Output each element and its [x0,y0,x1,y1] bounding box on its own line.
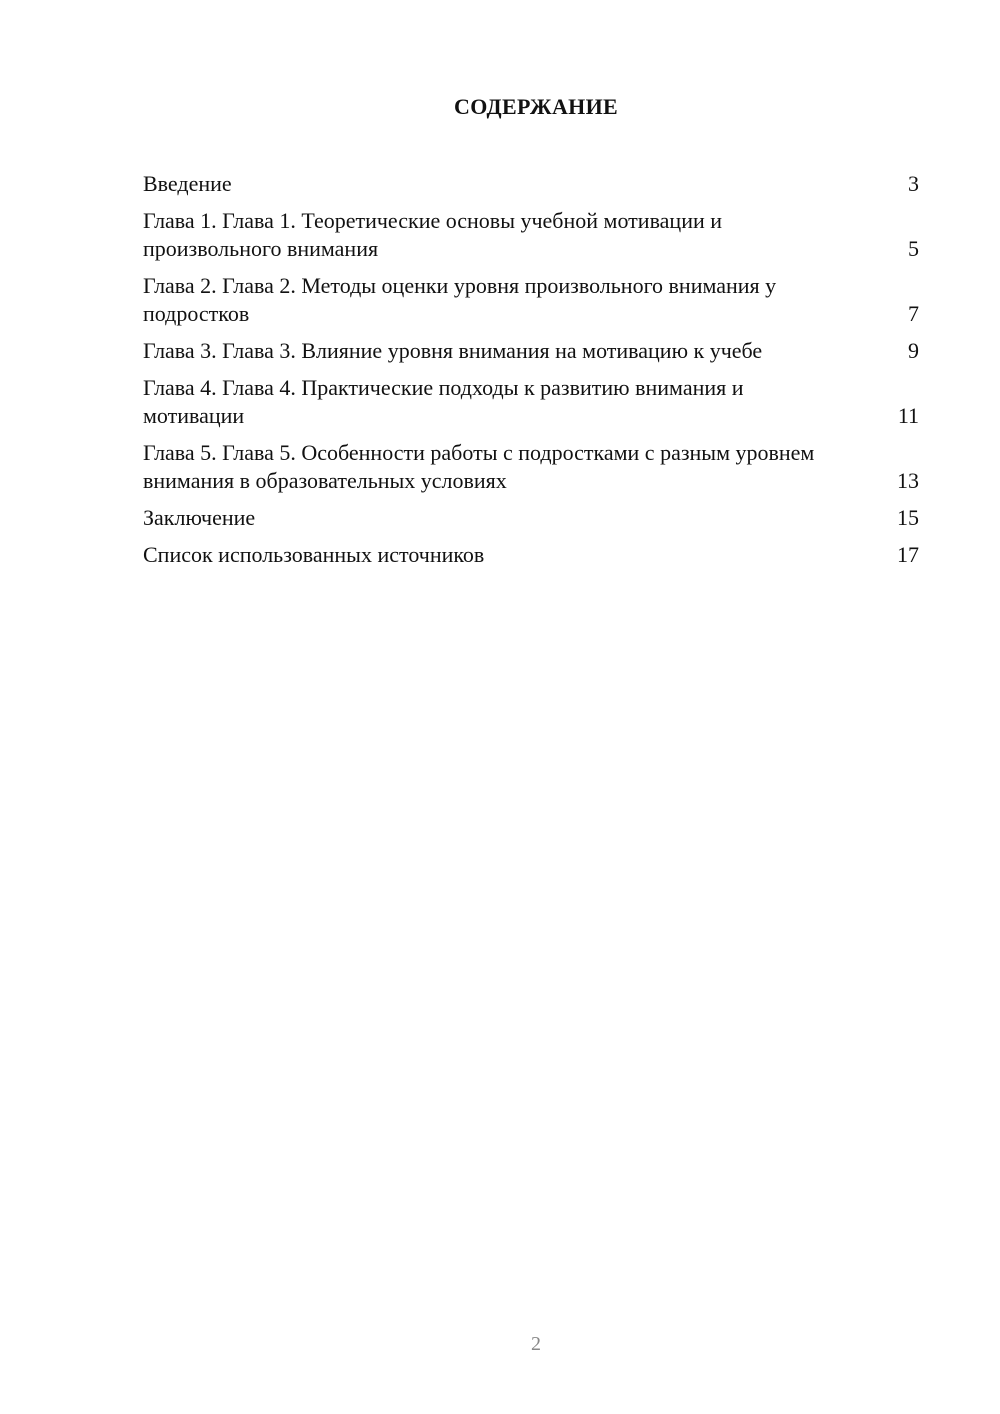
toc-entry-chapter-3 [143,337,919,365]
toc-entry-page: 9 [908,338,919,363]
table-of-contents [143,170,919,578]
toc-entry-text: Глава 1. Глава 1. Теоретические основы учебной мотивации и произвольного внимания [143,208,723,261]
toc-entry-conclusion [143,504,919,532]
toc-entry-page: 5 [908,236,919,261]
toc-entry-chapter-5 [143,439,919,495]
page-number: 2 [531,1333,541,1355]
toc-entry-text: Глава 5. Глава 5. Особенности работы с подростками с разным уровнем внимания в образовательных условиях [143,440,815,493]
toc-entry-chapter-1 [143,207,919,263]
toc-entry-text: Глава 4. Глава 4. Практические подходы к развитию внимания и мотивации [143,375,744,428]
toc-entry-page: 3 [908,171,919,196]
toc-entry-page: 13 [897,468,919,493]
toc-entry-chapter-2 [143,272,919,328]
toc-entry-text: Заключение [143,505,256,530]
toc-entry-text: Введение [143,171,232,196]
toc-entry-page: 11 [897,403,919,428]
toc-entry-page: 15 [897,505,919,530]
toc-entry-text: Глава 2. Глава 2. Методы оценки уровня произвольного внимания у подростков [143,273,777,326]
toc-entry-references [143,541,919,569]
toc-entry-text: Глава 3. Глава 3. Влияние уровня внимания на мотивацию к учебе [143,338,763,363]
toc-entry-page: 17 [897,542,919,567]
page-title: СОДЕРЖАНИЕ [454,94,618,119]
toc-entry-introduction [143,170,919,198]
toc-entry-page: 7 [908,301,919,326]
toc-entry-chapter-4 [143,374,919,430]
toc-entry-text: Список использованных источников [143,542,485,567]
